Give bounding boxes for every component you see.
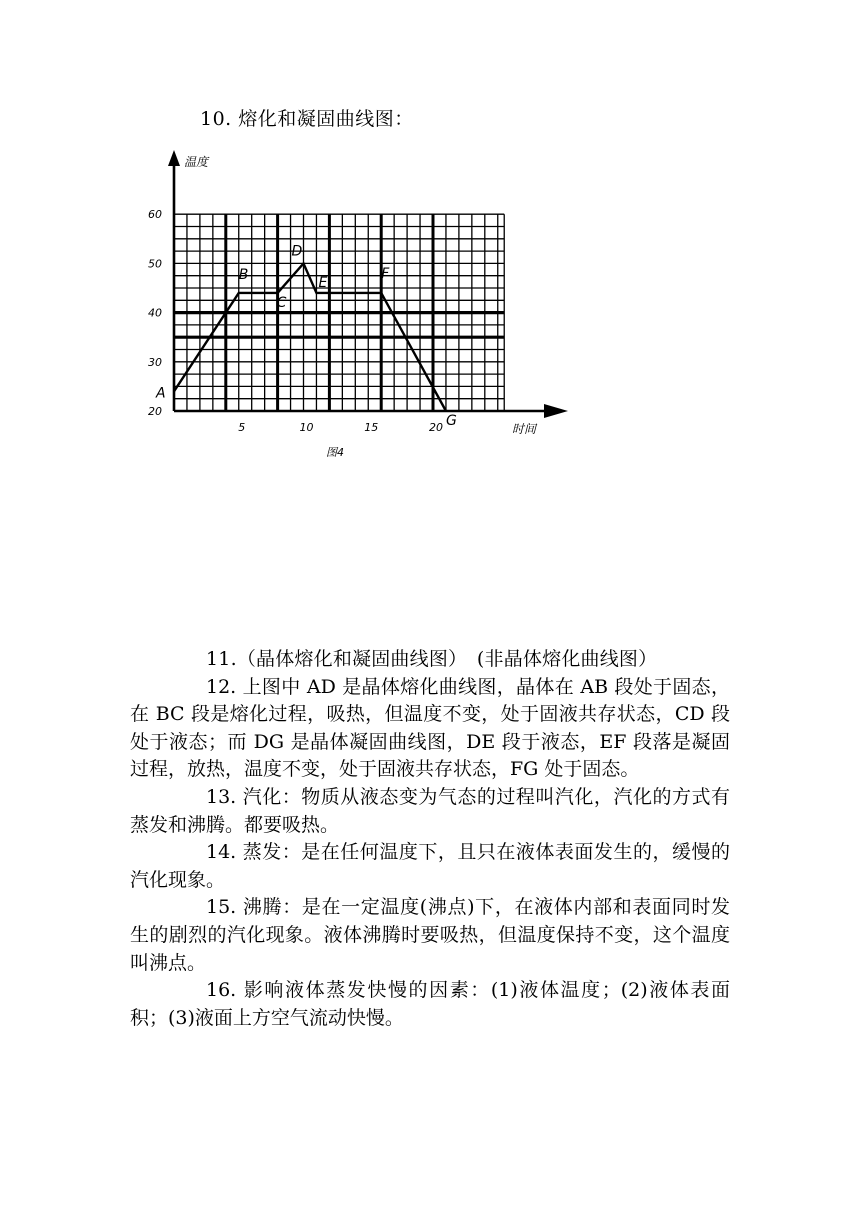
chart-grid <box>174 214 504 411</box>
x-tick-label: 5 <box>238 421 246 434</box>
y-axis-arrow <box>168 150 180 166</box>
x-tick-label: 15 <box>364 421 379 434</box>
paragraph-12: 12. 上图中 AD 是晶体熔化曲线图，晶体在 AB 段处于固态，在 BC 段是熔化过程，吸热，但温度不变，处于固液共存状态，CD 段处于液态；而 DG 是晶体凝固曲线图，DE 段于液态，EF 段落是凝固过程，放热，温度不变，处于固液共存状态，FG 处于固态。 <box>130 675 730 781</box>
point-label-e: E <box>318 274 328 291</box>
point-label-f: F <box>381 265 390 282</box>
y-axis-title: 温度 <box>184 155 209 169</box>
x-tick-label: 20 <box>429 421 443 434</box>
y-tick-label: 40 <box>148 306 162 320</box>
point-label-a: A <box>156 385 166 402</box>
y-tick-label: 60 <box>148 208 162 222</box>
y-tick-label: 20 <box>148 405 162 418</box>
point-label-b: B <box>238 266 249 283</box>
point-label-c: C <box>276 294 287 311</box>
paragraph-15: 15. 沸腾：是在一定温度(沸点)下，在液体内部和表面同时发生的剧烈的汽化现象。液体沸腾时要吸热，但温度保持不变，这个温度叫沸点。 <box>130 896 730 974</box>
x-axis-title: 时间 <box>512 422 537 436</box>
chart-labels <box>148 155 538 459</box>
point-label-d: D <box>291 243 303 260</box>
chart-caption: 图4 <box>326 446 344 459</box>
x-axis-arrow <box>544 404 568 418</box>
paragraph-13: 13. 汽化：物质从液态变为气态的过程叫汽化，汽化的方式有蒸发和沸腾。都要吸热。 <box>130 785 730 836</box>
melting-solidification-chart <box>140 140 580 470</box>
point-label-g: G <box>445 413 457 429</box>
y-tick-label: 30 <box>148 355 162 369</box>
y-tick-label: 50 <box>148 257 162 271</box>
item-10-heading: 10. 熔化和凝固曲线图： <box>200 108 414 130</box>
body-text <box>130 646 730 1032</box>
paragraph-16: 16. 影响液体蒸发快慢的因素：(1)液体温度；(2)液体表面积；(3)液面上方空气流动快慢。 <box>130 979 730 1029</box>
paragraph-11: 11.（晶体熔化和凝固曲线图） (非晶体熔化曲线图） <box>206 648 658 670</box>
paragraph-14: 14. 蒸发：是在任何温度下，且只在液体表面发生的，缓慢的汽化现象。 <box>130 841 730 891</box>
x-tick-label: 10 <box>299 421 314 434</box>
